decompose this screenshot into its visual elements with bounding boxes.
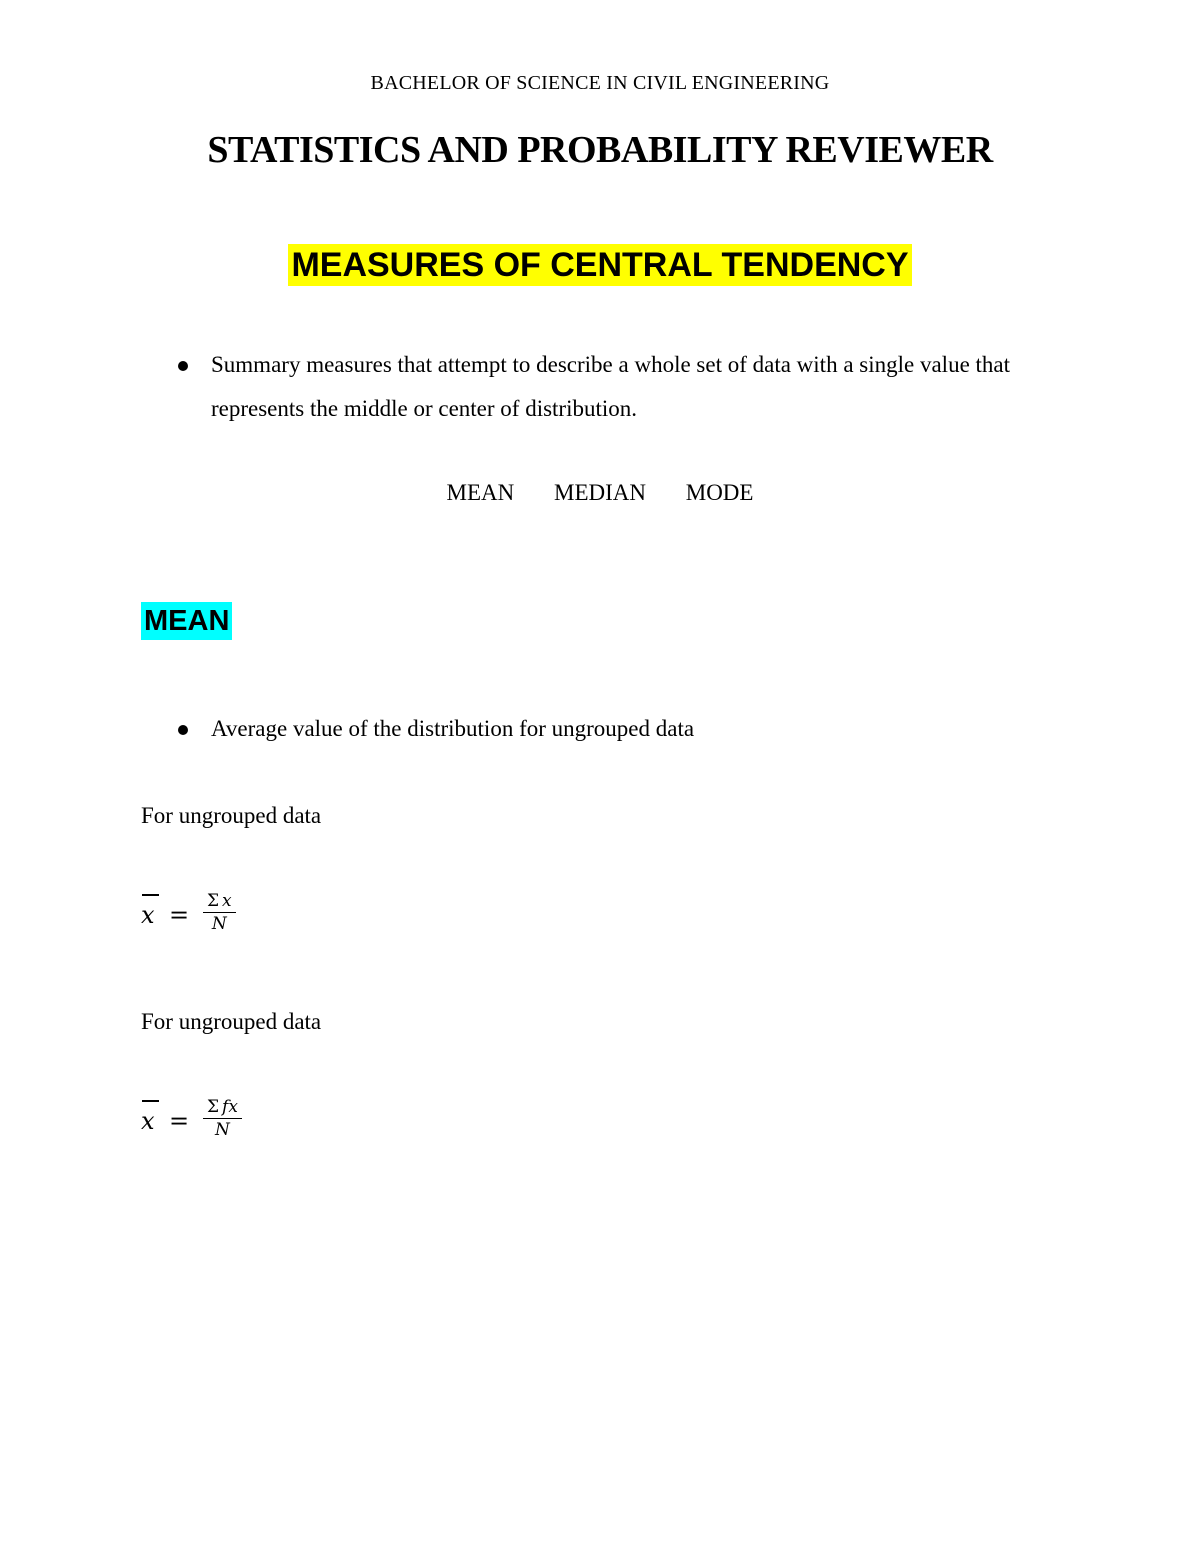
- mean-heading: MEAN: [141, 602, 232, 640]
- formula-lhs: x: [141, 901, 155, 929]
- equals-sign: =: [169, 1107, 190, 1135]
- formula-lhs: x: [141, 1107, 155, 1135]
- section-heading-central-tendency: MEASURES OF CENTRAL TENDENCY: [288, 244, 911, 286]
- fraction: [203, 890, 236, 935]
- equals-sign: =: [169, 901, 190, 929]
- formula-label-second: For ungrouped data: [141, 1009, 322, 1034]
- measure-median: MEDIAN: [554, 480, 646, 505]
- fraction: [203, 1096, 242, 1141]
- measure-mode: MODE: [685, 480, 754, 505]
- formula-label-ungrouped: For ungrouped data: [141, 803, 322, 828]
- bullet-icon: [178, 725, 188, 735]
- measure-mean: MEAN: [446, 480, 515, 505]
- definition-text: Summary measures that attempt to describe a whole set of data with a single value that represents the middle or center of distribution.: [211, 352, 1011, 421]
- numerator-term: fx: [222, 1097, 238, 1117]
- document-title: STATISTICS AND PROBABILITY REVIEWER: [207, 129, 993, 171]
- section-heading-container: [0, 244, 1200, 286]
- fraction-numerator: [203, 890, 236, 913]
- bullet-icon: [178, 361, 188, 371]
- overline: [142, 894, 159, 896]
- overline: [142, 1100, 159, 1102]
- fraction-denominator: N: [215, 1120, 230, 1140]
- fraction-numerator: [203, 1096, 242, 1119]
- sigma-symbol: Σ: [207, 891, 220, 911]
- fraction-denominator: N: [211, 914, 227, 934]
- sigma-symbol: Σ: [207, 1097, 220, 1117]
- numerator-term: x: [222, 891, 232, 911]
- measures-row: [0, 480, 1200, 506]
- mean-bullet-text: Average value of the distribution for ungrouped data: [211, 716, 695, 741]
- program-header: BACHELOR OF SCIENCE IN CIVIL ENGINEERING: [370, 72, 830, 94]
